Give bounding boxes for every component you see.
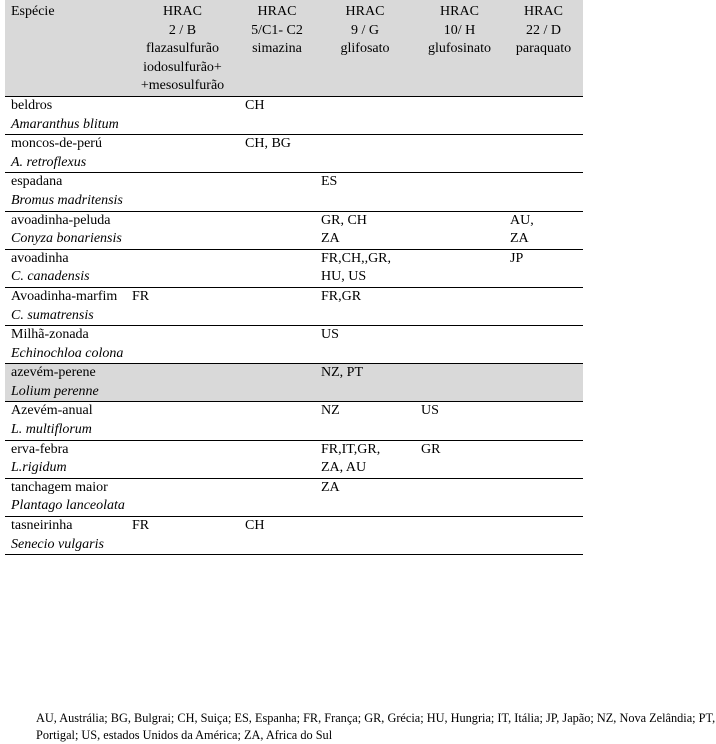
resistance-countries-cell [415, 135, 504, 173]
resistance-countries-cell [504, 135, 583, 173]
herbicide-name: paraquato [515, 41, 572, 57]
scientific-name: Plantago lanceolata [11, 498, 125, 514]
country-abbreviations-footnote: AU, Austrália; BG, Bulgrai; CH, Suiça; ES, Espanha; FR, França; GR, Grécia; HU, Hungria; IT, Itália; JP, Japão; NZ, Nova Zelândia; PT, Portigal; US, estados Unidos da América; ZA, Africa do Sul [36, 711, 716, 742]
table-row [5, 517, 583, 555]
header-line: 10/ H [443, 22, 476, 38]
resistance-countries-cell [239, 173, 315, 211]
resistance-countries-cell: CH [239, 517, 315, 555]
hrac-10h-header [415, 0, 504, 96]
resistance-countries-cell: CH, BG [239, 135, 315, 173]
scientific-name: Conyza bonariensis [11, 231, 122, 247]
resistance-countries-cell [239, 478, 315, 516]
resistance-countries-cell: GR, CH ZA [315, 211, 415, 249]
common-name: Milhã-zonada [11, 327, 89, 343]
table-row [5, 211, 583, 249]
species-cell [5, 135, 126, 173]
resistance-countries-cell [415, 478, 504, 516]
scientific-name: L.rigidum [11, 460, 67, 476]
resistance-countries-cell [415, 364, 504, 402]
resistance-countries-cell [126, 440, 239, 478]
scientific-name: A. retroflexus [11, 154, 87, 170]
resistance-countries-cell: US [415, 402, 504, 440]
header-line: 9 / G [351, 22, 379, 38]
scientific-name: Echinochloa colona [11, 345, 124, 361]
header-line: 2 / B [168, 22, 197, 38]
resistance-countries-cell [504, 402, 583, 440]
resistance-countries-cell [315, 96, 415, 134]
resistance-countries-cell [239, 249, 315, 287]
resistance-countries-cell [415, 287, 504, 325]
table-row [5, 287, 583, 325]
resistance-countries-cell: FR,CH,,GR, HU, US [315, 249, 415, 287]
species-cell [5, 440, 126, 478]
resistance-countries-cell: FR [126, 287, 239, 325]
table-header [5, 0, 583, 96]
resistance-countries-cell [239, 326, 315, 364]
table-row [5, 135, 583, 173]
resistance-countries-cell [415, 173, 504, 211]
resistance-countries-cell [415, 96, 504, 134]
resistance-countries-cell [504, 478, 583, 516]
resistance-countries-cell: US [315, 326, 415, 364]
common-name: azevém-perene [11, 365, 96, 381]
resistance-countries-cell [315, 517, 415, 555]
common-name: Avoadinha-marfim [11, 288, 118, 304]
species-cell [5, 364, 126, 402]
resistance-countries-cell: NZ [315, 402, 415, 440]
scientific-name: C. sumatrensis [11, 307, 94, 323]
hrac-22d-header [504, 0, 583, 96]
resistance-countries-cell [239, 287, 315, 325]
resistance-countries-cell: FR,GR [315, 287, 415, 325]
resistance-countries-cell: NZ, PT [315, 364, 415, 402]
herbicide-resistance-table [5, 0, 583, 555]
scientific-name: Senecio vulgaris [11, 536, 104, 552]
table-row [5, 440, 583, 478]
resistance-countries-cell: GR [415, 440, 504, 478]
common-name: tanchagem maior [11, 479, 108, 495]
resistance-countries-cell [504, 326, 583, 364]
resistance-countries-cell: AU, ZA [504, 211, 583, 249]
herbicide-name: flazasulfurão iodosulfurão+ +mesosulfurão [140, 41, 225, 94]
resistance-countries-cell [126, 135, 239, 173]
common-name: Azevém-anual [11, 403, 93, 419]
resistance-countries-cell: CH [239, 96, 315, 134]
resistance-countries-cell [239, 211, 315, 249]
species-cell [5, 173, 126, 211]
common-name: beldros [11, 97, 53, 113]
scientific-name: C. canadensis [11, 269, 90, 285]
resistance-countries-cell: ES [315, 173, 415, 211]
common-name: erva-febra [11, 441, 69, 457]
herbicide-name: simazina [252, 41, 302, 57]
resistance-countries-cell: ZA [315, 478, 415, 516]
herbicide-name: glifosato [340, 41, 390, 57]
resistance-countries-cell [239, 440, 315, 478]
hrac-5c-header [239, 0, 315, 96]
resistance-countries-cell [504, 440, 583, 478]
species-cell [5, 517, 126, 555]
species-cell [5, 249, 126, 287]
table-row [5, 364, 583, 402]
common-name: tasneirinha [11, 518, 73, 534]
common-name: avoadinha-peluda [11, 212, 111, 228]
resistance-countries-cell [415, 211, 504, 249]
resistance-countries-cell [504, 96, 583, 134]
resistance-countries-cell [415, 517, 504, 555]
resistance-countries-cell [126, 326, 239, 364]
resistance-countries-cell [415, 326, 504, 364]
hrac-2b-header [126, 0, 239, 96]
resistance-countries-cell [315, 135, 415, 173]
table-row [5, 402, 583, 440]
resistance-countries-cell [126, 402, 239, 440]
table-row [5, 478, 583, 516]
header-row [5, 0, 583, 96]
resistance-countries-cell: JP [504, 249, 583, 287]
species-cell [5, 211, 126, 249]
resistance-countries-cell [126, 364, 239, 402]
table-row [5, 96, 583, 134]
resistance-countries-cell: FR,IT,GR, ZA, AU [315, 440, 415, 478]
scientific-name: Bromus madritensis [11, 192, 123, 208]
resistance-countries-cell [126, 96, 239, 134]
table-row [5, 173, 583, 211]
header-line: HRAC [524, 4, 563, 19]
header-line: 22 / D [526, 22, 561, 38]
header-line: 5/C1- C2 [251, 22, 303, 38]
table-body [5, 96, 583, 554]
resistance-countries-cell [504, 364, 583, 402]
species-header: Espécie [5, 0, 126, 96]
table-row [5, 326, 583, 364]
common-name: espadana [11, 174, 63, 190]
header-line: HRAC [345, 4, 385, 19]
species-cell [5, 402, 126, 440]
common-name: moncos-de-perú [11, 136, 102, 152]
resistance-countries-cell: FR [126, 517, 239, 555]
resistance-countries-cell [504, 517, 583, 555]
resistance-countries-cell [504, 287, 583, 325]
resistance-countries-cell [126, 211, 239, 249]
hrac-9g-header [315, 0, 415, 96]
header-line: HRAC [440, 4, 479, 19]
herbicide-name: glufosinato [428, 41, 491, 57]
species-cell [5, 478, 126, 516]
table-row [5, 249, 583, 287]
species-cell [5, 287, 126, 325]
scientific-name: Amaranthus blitum [11, 116, 119, 132]
resistance-countries-cell [126, 249, 239, 287]
header-line: HRAC [257, 4, 297, 19]
resistance-countries-cell [504, 173, 583, 211]
common-name: avoadinha [11, 250, 69, 266]
header-line: HRAC [163, 4, 202, 19]
resistance-countries-cell [239, 364, 315, 402]
scientific-name: L. multiflorum [11, 422, 92, 438]
species-cell [5, 326, 126, 364]
scientific-name: Lolium perenne [11, 383, 99, 399]
resistance-countries-cell [239, 402, 315, 440]
resistance-countries-cell [126, 478, 239, 516]
resistance-countries-cell [415, 249, 504, 287]
species-cell [5, 96, 126, 134]
resistance-countries-cell [126, 173, 239, 211]
